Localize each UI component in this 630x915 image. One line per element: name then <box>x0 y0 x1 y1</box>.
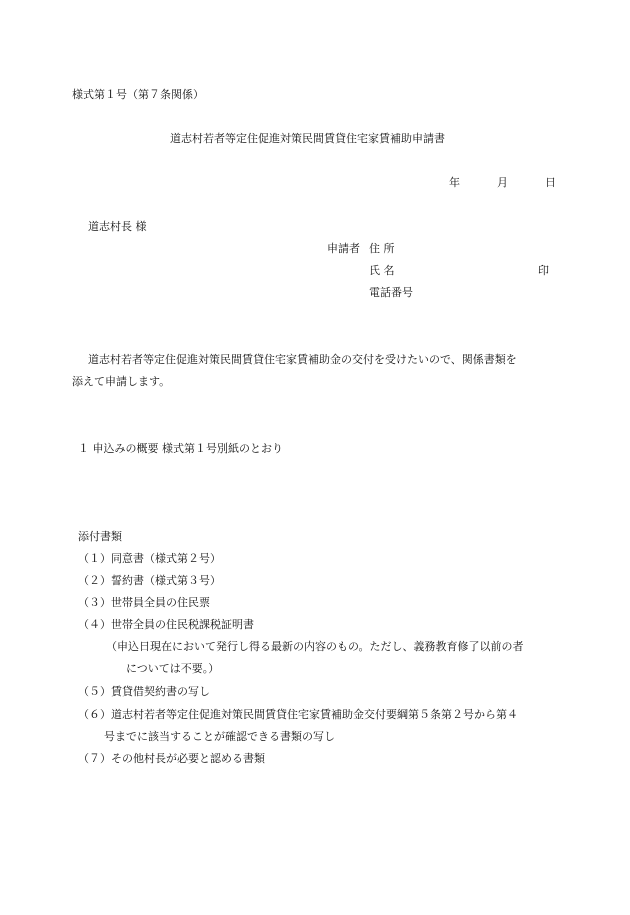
address-label: 住 所 <box>369 242 395 255</box>
date-day: 日 <box>545 176 556 189</box>
phone-label: 電話番号 <box>369 286 413 299</box>
attachment-note: （申込日現在において発行し得る最新の内容のもの。ただし、義務教育修了以前の者 <box>106 640 524 653</box>
attachment-item: （７）その他村長が必要と認める書類 <box>78 752 265 765</box>
name-label: 氏 名 <box>369 264 395 277</box>
attachment-note: については不要。） <box>126 662 220 675</box>
addressee: 道志村長 様 <box>88 220 147 233</box>
attachment-item: （６）道志村若者等定住促進対策民間賃貸住宅家賃補助金交付要綱第５条第２号から第４ <box>78 708 518 721</box>
applicant-label: 申請者 <box>327 242 360 255</box>
body-text-line1: 道志村若者等定住促進対策民間賃貸住宅家賃補助金の交付を受けたいので、関係書類を <box>88 353 517 366</box>
body-text-line2: 添えて申請します。 <box>72 375 171 388</box>
date-year: 年 <box>449 176 460 189</box>
attachment-note: 号までに該当することが確認できる書類の写し <box>104 730 335 743</box>
attachments-heading: 添付書類 <box>78 530 122 543</box>
date-month: 月 <box>497 176 508 189</box>
attachment-item: （５）賃貸借契約書の写し <box>78 685 210 698</box>
attachment-item: （４）世帯全員の住民税課税証明書 <box>78 618 254 631</box>
form-number: 様式第１号（第７条関係） <box>72 88 204 101</box>
seal-mark: 印 <box>538 264 549 277</box>
application-overview: １ 申込みの概要 様式第１号別紙のとおり <box>78 442 283 455</box>
attachment-item: （２）誓約書（様式第３号） <box>78 574 221 587</box>
attachment-item: （１）同意書（様式第２号） <box>78 552 221 565</box>
attachment-item: （３）世帯員全員の住民票 <box>78 596 210 609</box>
document-title: 道志村若者等定住促進対策民間賃貸住宅家賃補助申請書 <box>170 132 445 145</box>
